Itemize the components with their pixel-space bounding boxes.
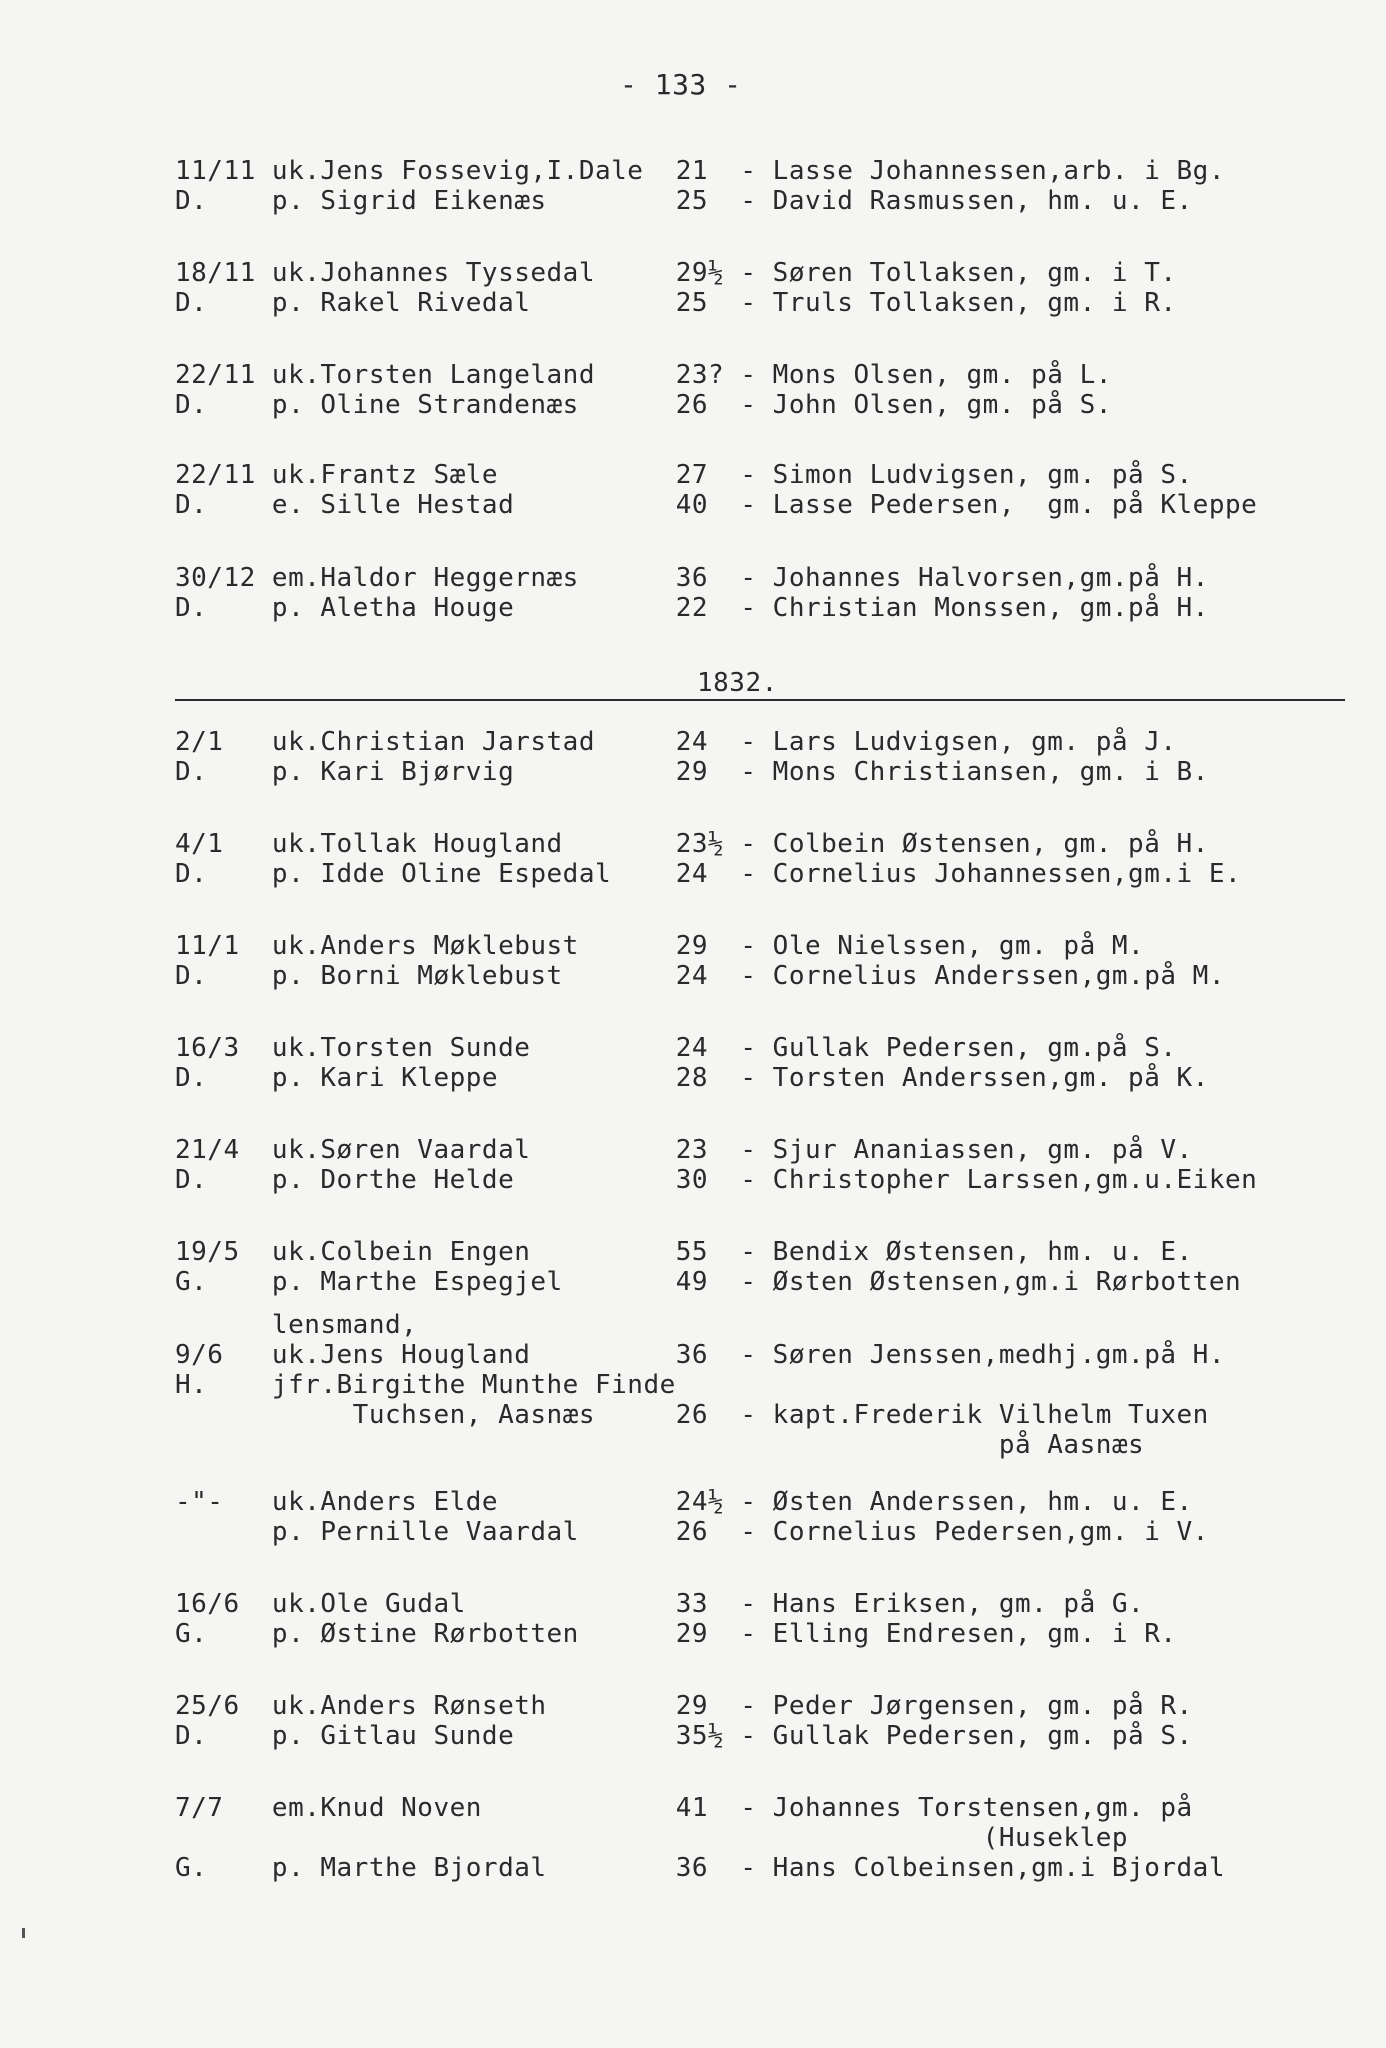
record-line: D. p. Oline Strandenæs 26 - John Olsen, gm. på S. bbox=[175, 390, 1112, 420]
page-number: - 133 - bbox=[620, 68, 742, 101]
record-line: G. p. Østine Rørbotten 29 - Elling Endresen, gm. i R. bbox=[175, 1619, 1177, 1649]
record-line: D. p. Kari Bjørvig 29 - Mons Christiansen, gm. i B. bbox=[175, 757, 1209, 787]
record-line: 18/11 uk.Johannes Tyssedal 29½ - Søren Tollaksen, gm. i T. bbox=[175, 258, 1177, 288]
record-line: p. Pernille Vaardal 26 - Cornelius Pedersen,gm. i V. bbox=[175, 1517, 1209, 1547]
record-line: D. p. Borni Møklebust 24 - Cornelius Anderssen,gm.på M. bbox=[175, 961, 1225, 991]
record-line: på Aasnæs bbox=[175, 1430, 1145, 1460]
record-line: H. jfr.Birgithe Munthe Finde bbox=[175, 1370, 676, 1400]
record-line: 19/5 uk.Colbein Engen 55 - Bendix Østensen, hm. u. E. bbox=[175, 1237, 1193, 1267]
record-line: 16/3 uk.Torsten Sunde 24 - Gullak Pedersen, gm.på S. bbox=[175, 1033, 1177, 1063]
record-line: (Huseklep bbox=[175, 1823, 1129, 1853]
record-line: 11/1 uk.Anders Møklebust 29 - Ole Nielssen, gm. på M. bbox=[175, 931, 1145, 961]
year-heading: 1832. bbox=[697, 668, 778, 698]
section-divider bbox=[175, 699, 1345, 701]
margin-mark bbox=[22, 1928, 25, 1938]
record-line: lensmand, bbox=[175, 1310, 418, 1340]
record-line: 22/11 uk.Frantz Sæle 27 - Simon Ludvigsen, gm. på S. bbox=[175, 460, 1193, 490]
record-line: 7/7 em.Knud Noven 41 - Johannes Torstensen,gm. på bbox=[175, 1793, 1193, 1823]
record-line: D. e. Sille Hestad 40 - Lasse Pedersen, gm. på Kleppe bbox=[175, 490, 1258, 520]
record-line: D. p. Rakel Rivedal 25 - Truls Tollaksen, gm. i R. bbox=[175, 288, 1177, 318]
record-line: -"- uk.Anders Elde 24½ - Østen Anderssen, hm. u. E. bbox=[175, 1487, 1193, 1517]
record-line: Tuchsen, Aasnæs 26 - kapt.Frederik Vilhelm Tuxen bbox=[175, 1400, 1209, 1430]
record-line: 22/11 uk.Torsten Langeland 23? - Mons Olsen, gm. på L. bbox=[175, 360, 1112, 390]
record-line: 30/12 em.Haldor Heggernæs 36 - Johannes Halvorsen,gm.på H. bbox=[175, 563, 1209, 593]
record-line: D. p. Gitlau Sunde 35½ - Gullak Pedersen, gm. på S. bbox=[175, 1721, 1193, 1751]
record-line: G. p. Marthe Espegjel 49 - Østen Østensen,gm.i Rørbotten bbox=[175, 1267, 1242, 1297]
record-line: 16/6 uk.Ole Gudal 33 - Hans Eriksen, gm. på G. bbox=[175, 1589, 1145, 1619]
record-line: G. p. Marthe Bjordal 36 - Hans Colbeinsen,gm.i Bjordal bbox=[175, 1853, 1225, 1883]
record-line: 11/11 uk.Jens Fossevig,I.Dale 21 - Lasse Johannessen,arb. i Bg. bbox=[175, 156, 1225, 186]
record-line: D. p. Idde Oline Espedal 24 - Cornelius Johannessen,gm.i E. bbox=[175, 859, 1242, 889]
record-line: 2/1 uk.Christian Jarstad 24 - Lars Ludvigsen, gm. på J. bbox=[175, 727, 1177, 757]
record-line: 25/6 uk.Anders Rønseth 29 - Peder Jørgensen, gm. på R. bbox=[175, 1691, 1193, 1721]
record-line: D. p. Kari Kleppe 28 - Torsten Anderssen,gm. på K. bbox=[175, 1063, 1209, 1093]
record-line: 21/4 uk.Søren Vaardal 23 - Sjur Ananiassen, gm. på V. bbox=[175, 1135, 1193, 1165]
record-line: D. p. Aletha Houge 22 - Christian Monssen, gm.på H. bbox=[175, 593, 1209, 623]
record-line: D. p. Sigrid Eikenæs 25 - David Rasmussen, hm. u. E. bbox=[175, 186, 1193, 216]
record-line: D. p. Dorthe Helde 30 - Christopher Larssen,gm.u.Eiken bbox=[175, 1165, 1258, 1195]
record-line: 4/1 uk.Tollak Hougland 23½ - Colbein Østensen, gm. på H. bbox=[175, 829, 1209, 859]
record-line: 9/6 uk.Jens Hougland 36 - Søren Jenssen,medhj.gm.på H. bbox=[175, 1340, 1225, 1370]
